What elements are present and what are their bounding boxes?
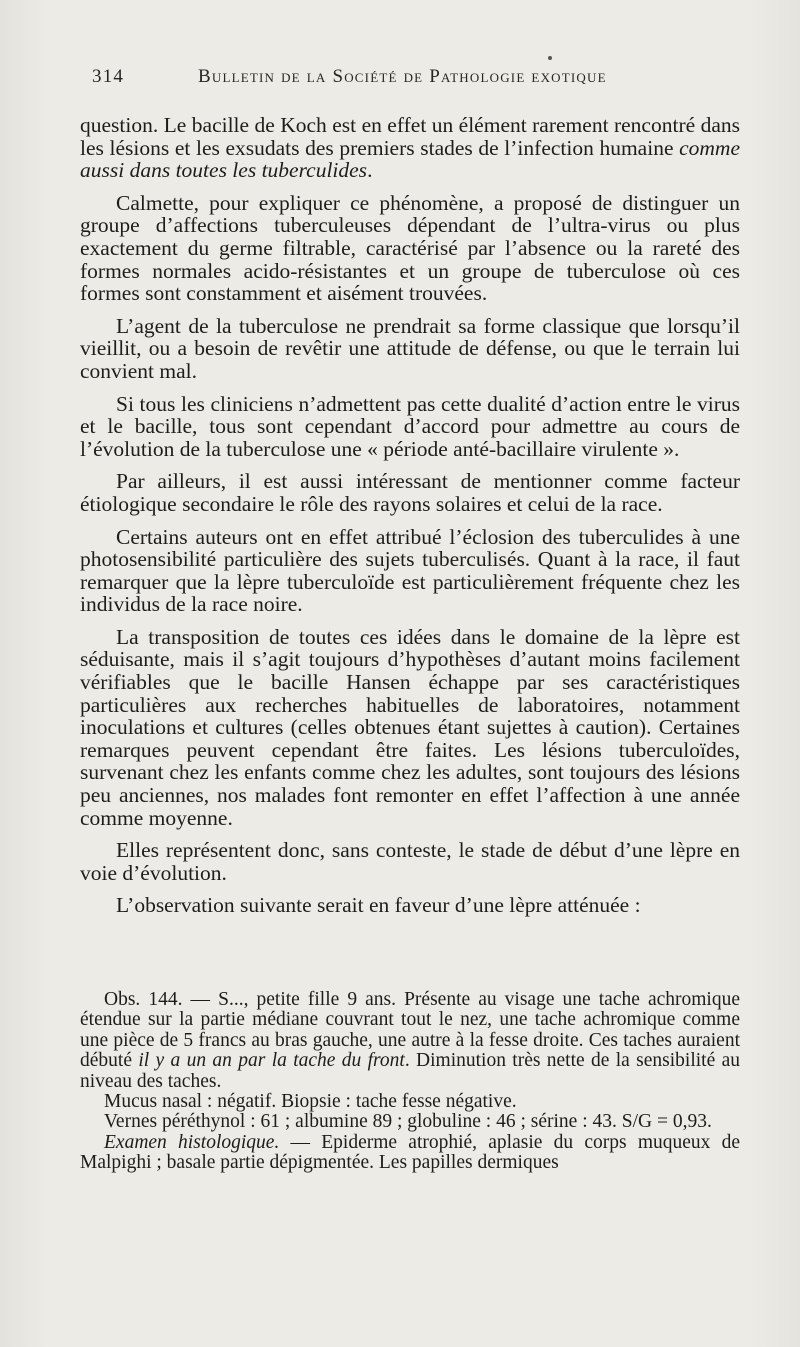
paragraph-3: L’agent de la tuberculose ne prendrait sa forme classique que lorsqu’il vieillit, ou a besoin de revêtir une attitude de défense, ou que le terrain lui convient mal. [80, 313, 740, 383]
observation-line-3: Vernes péréthynol : 61 ; albumine 89 ; globuline : 46 ; sérine : 43. S/G = 0,93. [104, 1111, 712, 1133]
paragraph-2: Calmette, pour expliquer ce phénomène, a proposé de distinguer un groupe d’affections tuberculeuses dépendant de l’ultra-virus ou plus exactement du germe filtrable, caractérisé par l’absence ou la rareté des formes normales acido-résistantes et un groupe de tuberculose où ces formes sont constamment et aisément trouvées. [80, 190, 740, 306]
italic-phrase: comme aussi dans toutes les tuberculides [80, 135, 740, 183]
paragraph-6: Certains auteurs ont en effet attribué l’éclosion des tuberculides à une photosensibilité particulière des sujets tuberculisés. Quant à la race, il faut remarquer que la lèpre tuberculoïde est particulièrement fréquente chez les individus de la race noire. [80, 524, 740, 617]
ink-speck [548, 56, 552, 60]
journal-title: Bulletin de la Société de Pathologie exotique [198, 66, 607, 87]
paragraph-8: Elles représentent donc, sans conteste, le stade de début d’une lèpre en voie d’évolution. [80, 838, 740, 885]
paragraph-9: L’observation suivante serait en faveur d’une lèpre atténuée : [116, 893, 641, 918]
page-number: 314 [92, 66, 125, 87]
paragraph-4: Si tous les cliniciens n’admettent pas cette dualité d’action entre le virus et le bacille, tous sont cependant d’accord pour admettre au cours de l’évolution de la tuberculose une « période anté-bacillaire virulente ». [80, 391, 740, 461]
observation-line-1: Obs. 144. — S..., petite fille 9 ans. Présente au visage une tache achromique étendue sur la partie médiane couvrant tout le nez, une tache achromique comme une pièce de 5 francs au bras gauche, une autre à la fesse droite. Ces taches auraient débuté il y a un an par la tache du front. Diminution très nette de la sensibilité au niveau des taches. [80, 989, 740, 1092]
observation-line-4: Examen histologique. — Epiderme atrophié, aplasie du corps muqueux de Malpighi ; basale partie dépigmentée. Les papilles dermiques [80, 1131, 741, 1174]
paragraph-7: La transposition de toutes ces idées dans le domaine de la lèpre est séduisante, mais il s’agit toujours d’hypothèses d’autant moins facilement vérifiables que le bacille Hansen échappe par ses caractéristiques particulières aux recherches habituelles de laboratoires, notamment inoculations et cultures (celles obtenues étant sujettes à caution). Certaines remarques peuvent cependant être faites. Les lésions tuberculoïdes, survenant chez les enfants comme chez les adultes, sont toujours des lésions peu anciennes, nos malades font remonter en effet l’affection à une année comme moyenne. [80, 624, 740, 830]
paragraph-5: Par ailleurs, il est aussi intéressant de mentionner comme facteur étiologique secondaire le rôle des rayons solaires et celui de la race. [80, 469, 740, 516]
running-header [92, 66, 652, 88]
observation-line-2: Mucus nasal : négatif. Biopsie : tache fesse négative. [104, 1091, 517, 1113]
main-text [80, 114, 740, 927]
observation-block [80, 990, 740, 1174]
paragraph-1: question. Le bacille de Koch est en effet un élément rarement rencontré dans les lésions et les exsudats des premiers stades de l’infection humaine comme aussi dans toutes les tuberculides. [80, 113, 740, 183]
